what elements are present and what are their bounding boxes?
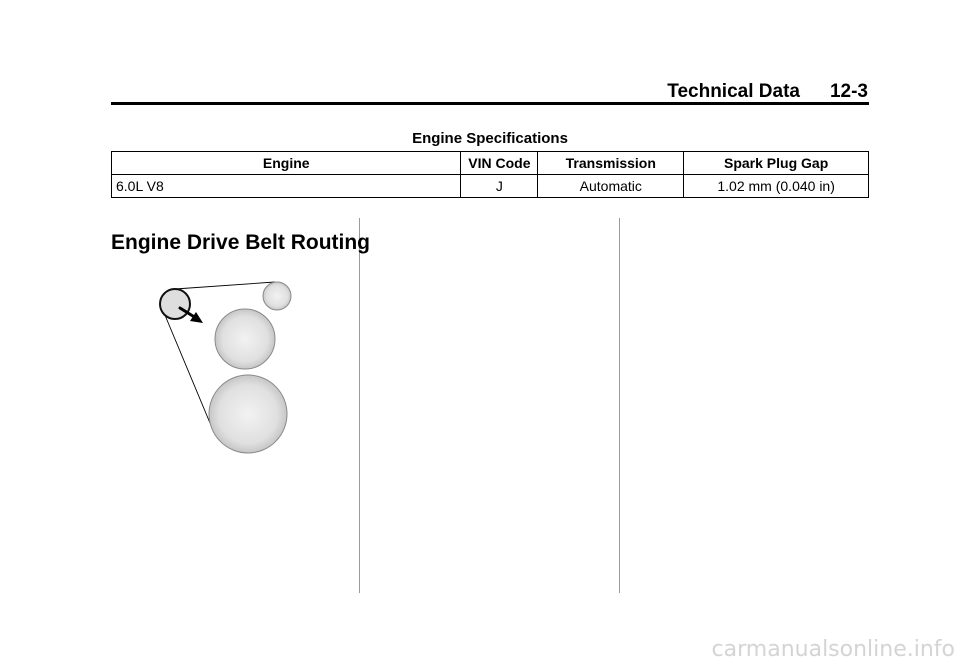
cell-spark-plug-gap: 1.02 mm (0.040 in): [684, 175, 869, 198]
col-header-spark-plug-gap: Spark Plug Gap: [684, 152, 869, 175]
engine-specs-table: [111, 151, 869, 198]
cell-vin-code: J: [461, 175, 538, 198]
belt-routing-title: Engine Drive Belt Routing: [111, 231, 371, 254]
column-divider-1: [359, 218, 360, 593]
col-header-engine: Engine: [112, 152, 461, 175]
table-row: [112, 175, 869, 198]
idler-pulley-icon: [263, 282, 291, 310]
tensioner-pulley-icon: [160, 289, 190, 319]
page-header: [112, 80, 868, 104]
header-page-number: 12-3: [829, 81, 868, 102]
column-divider-2: [619, 218, 620, 593]
crankshaft-pulley-icon: [209, 375, 287, 453]
belt-segment-left: [162, 308, 210, 423]
table-header-row: [112, 152, 869, 175]
col-header-vin-code: VIN Code: [461, 152, 538, 175]
belt-segment-top: [175, 282, 275, 289]
cell-transmission: Automatic: [538, 175, 684, 198]
col-header-transmission: Transmission: [538, 152, 684, 175]
watermark-text: carmanualsonline.info: [711, 637, 955, 662]
belt-routing-diagram: [150, 275, 300, 460]
header-rule: [111, 102, 869, 105]
header-section-title: Technical Data: [667, 81, 800, 102]
alternator-pulley-icon: [215, 309, 275, 369]
engine-specs-title: Engine Specifications: [412, 130, 568, 147]
cell-engine: 6.0L V8: [112, 175, 461, 198]
